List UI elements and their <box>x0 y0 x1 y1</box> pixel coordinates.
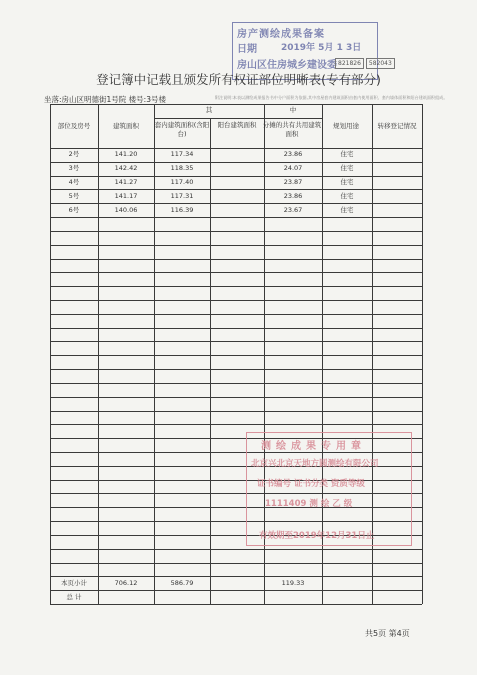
table-row-room: 2号 <box>68 150 80 159</box>
header-planned-use: 规划用途 <box>333 122 359 130</box>
table-row-line <box>50 397 422 398</box>
code-box-1: 821826 <box>335 58 364 69</box>
table-row-inner: 117.31 <box>170 191 194 200</box>
table-row-line <box>50 286 422 287</box>
table-row-line <box>50 355 422 356</box>
table-row-use: 住宅 <box>340 205 354 214</box>
table-row-line <box>50 604 422 605</box>
table-row-line <box>50 590 422 591</box>
filing-stamp-agency: 房山区住房城乡建设委 <box>237 60 337 71</box>
table-row-line <box>50 383 422 384</box>
surveying-stamp-values: 1111409 测 绘 乙 级 <box>265 499 353 509</box>
table-row-line <box>50 549 422 550</box>
table-row-area: 142.42 <box>114 164 138 173</box>
table-row-inner: 117.40 <box>170 178 194 187</box>
header-transfer: 转移登记情况 <box>377 122 417 130</box>
table-row-line <box>50 369 422 370</box>
table-row-line <box>50 245 422 246</box>
address-label: 坐落: <box>44 95 62 104</box>
notes-text: 附注说明:本表以测绘成果报告书中分户面积为依据,其中房屋套内建筑面积由套内使用面积、套内墙体面积和阳台建筑面积组成。 <box>215 95 448 100</box>
table-row-use: 住宅 <box>340 178 354 187</box>
header-building-area: 建筑面积 <box>113 122 139 130</box>
table-row-area: 141.17 <box>114 191 138 200</box>
table-row-line <box>50 231 422 232</box>
total-row-room: 总 计 <box>66 592 82 601</box>
filing-stamp-line1: 房产测绘成果备案 <box>237 29 325 40</box>
address-value: 房山区明德街1号院 楼号:3号楼 <box>61 95 166 104</box>
surveying-stamp-title: 测绘成果专用章 <box>261 441 366 452</box>
table-row-line <box>50 259 422 260</box>
table-row-line <box>154 118 322 119</box>
surveying-stamp-validity: 有效期至2019年12月31日止 <box>259 531 375 541</box>
code-box-2: 582043 <box>366 58 395 69</box>
surveying-stamp <box>246 432 412 546</box>
table-row-shared: 23.87 <box>283 178 303 187</box>
subtotal-row-inner: 586.79 <box>170 578 194 587</box>
table-row-line <box>50 162 422 163</box>
table-row-shared: 23.86 <box>283 191 303 200</box>
table-row-shared: 23.86 <box>283 150 303 159</box>
table-row-inner: 116.39 <box>170 205 194 214</box>
table-row-line <box>50 424 422 425</box>
table-row-room: 3号 <box>68 164 80 173</box>
table-row-area: 141.20 <box>114 150 138 159</box>
table-column-line <box>422 104 423 604</box>
table-row-line <box>50 176 422 177</box>
subtotal-row-room: 本页小计 <box>61 578 87 587</box>
subtotal-row-shared: 119.33 <box>281 578 305 587</box>
table-row-room: 5号 <box>68 191 80 200</box>
table-row-line <box>50 411 422 412</box>
table-row-line <box>50 341 422 342</box>
table-row-shared: 23.67 <box>283 205 303 214</box>
table-column-line <box>210 118 211 604</box>
filing-stamp-date-label: 日期 <box>237 44 257 55</box>
table-row-shared: 24.07 <box>283 164 303 173</box>
table-row-line <box>50 217 422 218</box>
table-row-line <box>50 148 422 149</box>
table-row-room: 6号 <box>68 205 80 214</box>
surveying-stamp-fields: 证书编号 证书分类 资质等级 <box>257 479 365 489</box>
page-title: 登记簿中记载且颁发所有权证部位明晰表(专有部分) <box>96 72 381 87</box>
table-row-area: 141.27 <box>114 178 138 187</box>
table-row-line <box>50 563 422 564</box>
table-row-line <box>50 314 422 315</box>
header-position: 部位及房号 <box>57 122 91 130</box>
table-row-room: 4号 <box>68 178 80 187</box>
table-row-line <box>50 328 422 329</box>
table-row-line <box>50 576 422 577</box>
code-boxes <box>335 58 397 69</box>
table-row-area: 140.06 <box>114 205 138 214</box>
header-group-right: 中 <box>289 106 297 114</box>
filing-stamp-date: 2019年 5月 1 3日 <box>281 43 362 53</box>
table-row-use: 住宅 <box>340 164 354 173</box>
subtotal-row-area: 706.12 <box>114 578 138 587</box>
table-row-line <box>50 189 422 190</box>
table-row-use: 住宅 <box>340 150 354 159</box>
table-row-inner: 117.34 <box>170 150 194 159</box>
table-row-line <box>50 203 422 204</box>
header-group-left: 其 <box>205 106 213 114</box>
table-row-line <box>50 272 422 273</box>
table-row-line <box>50 300 422 301</box>
surveying-stamp-company: 北京兴北京天地方圆测绘有限公司 <box>251 459 379 469</box>
header-shared-area: 分摊的共有共用建筑面积 <box>262 121 322 138</box>
table-row-inner: 118.35 <box>170 164 194 173</box>
table-row-use: 住宅 <box>340 191 354 200</box>
table-row-line <box>50 104 422 105</box>
page-counter: 共5页 第4页 <box>365 629 410 638</box>
header-inner-area: 套内建筑面积(含阳台) <box>154 121 210 138</box>
header-balcony-area: 阳台建筑面积 <box>217 121 257 129</box>
